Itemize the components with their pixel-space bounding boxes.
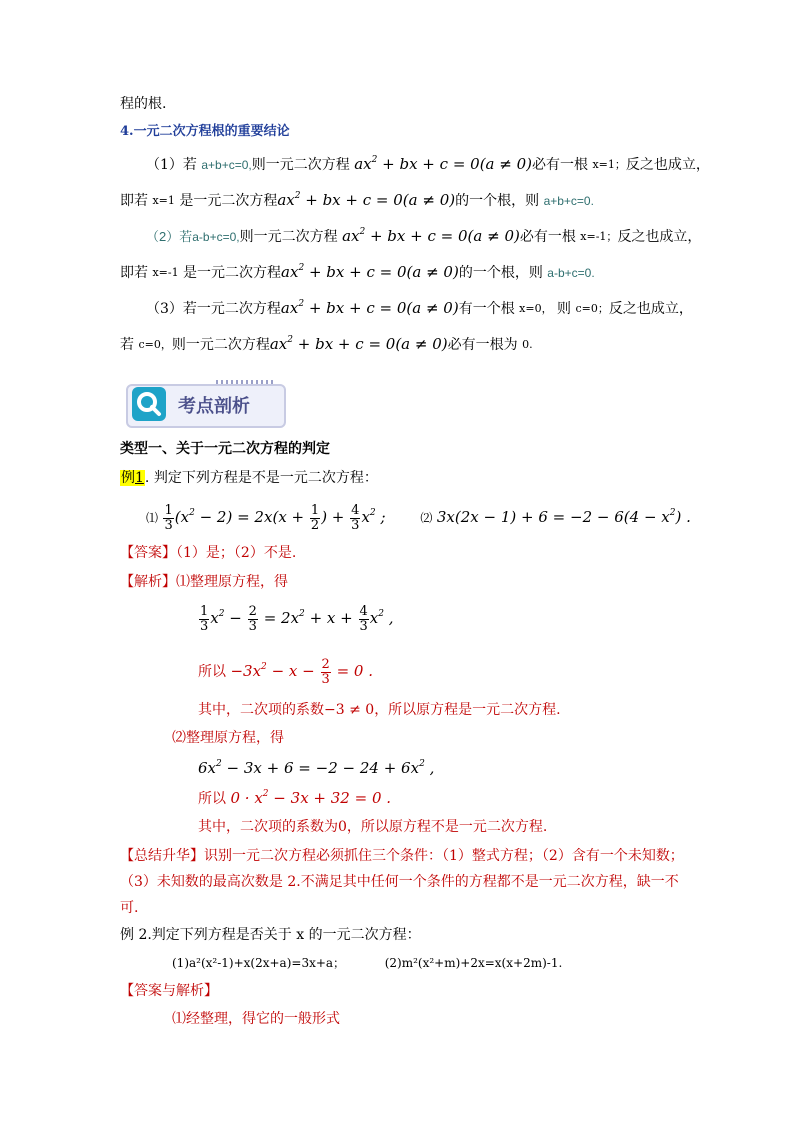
summary-tag: 【总结升华】 xyxy=(120,848,204,864)
text: 必有一根为 xyxy=(447,337,518,353)
value-text: 0. xyxy=(522,338,533,351)
root-text: x=-1； xyxy=(580,230,618,243)
example-2-problems xyxy=(172,953,562,973)
problem-2-equation: $3x(2x - 1) + 6 = -2 - 6(4 - x^2)$ . xyxy=(436,508,691,526)
text: 必有一根 xyxy=(532,157,588,173)
condition-text: a+b+c=0, xyxy=(201,158,252,172)
text: 若 xyxy=(120,337,134,353)
text: 必有一根 xyxy=(519,229,576,245)
problem-label: ⑴ xyxy=(146,511,159,525)
text: 例 xyxy=(121,470,135,486)
search-icon xyxy=(132,387,166,421)
paragraph-line xyxy=(120,94,166,114)
text: 即若 xyxy=(120,193,148,209)
text: 程的根. xyxy=(120,96,167,112)
answer-analysis-step: ⑴经整理，得它的一般形式 xyxy=(172,1011,340,1027)
text: 则一元二次方程 xyxy=(239,229,338,245)
equation: $ax^2$ + bx + c = 0(a ≠ 0) xyxy=(280,299,459,317)
root-text: x=-1 xyxy=(152,266,179,279)
type-heading: 类型一、关于一元二次方程的判定 xyxy=(120,441,330,457)
text: ，所以原方程是一元二次方程. xyxy=(374,702,561,718)
text: 1 xyxy=(135,470,144,486)
example-label xyxy=(120,470,145,486)
root-text: x=1； xyxy=(592,158,626,171)
text: 则一元二次方程 xyxy=(251,157,350,173)
text: 则 xyxy=(557,301,572,317)
answer-analysis-tag: 【答案与解析】 xyxy=(120,983,218,999)
answer-line xyxy=(120,543,296,563)
text: ，所以原方程不是一元二次方程. xyxy=(346,819,548,835)
text: 有一个根 xyxy=(458,301,515,317)
problem-1-equation: $\frac{1}{3}$ $(x^2 - 2) = 2x(x$ + $\frac{1}{2}$ ) + $\frac{4}{3}$ $x^2$ ; xyxy=(164,502,386,533)
root-text: x=0， xyxy=(519,302,553,315)
analysis-equation-1 xyxy=(198,603,394,634)
equation: $ax^2$ + bx + c = 0(a ≠ 0) xyxy=(342,227,520,245)
analysis-line xyxy=(120,572,288,592)
condition-text: c=0， xyxy=(138,338,172,351)
equation: $0 \cdot x^2 - 3x + 32 = 0$ . xyxy=(230,789,392,807)
section-heading: 4.一元二次方程根的重要结论 xyxy=(120,124,290,139)
text: 的一个根，则 xyxy=(455,193,540,209)
condition-text: c=0； xyxy=(575,302,609,315)
analysis-line-2: ⑵整理原方程，得 xyxy=(172,730,284,746)
analysis-so-line-1 xyxy=(198,656,373,687)
summary-line-3: 可. xyxy=(120,900,139,916)
example-1-problems xyxy=(146,503,691,533)
text: 所以 xyxy=(198,791,226,807)
text: 反之也成立， xyxy=(625,157,710,173)
conclusion-2-line-a xyxy=(146,226,701,247)
summary-line-2: （3）未知数的最高次数是 2.不满足其中任何一个条件的方程都不是一元二次方程，缺一不 xyxy=(120,874,679,890)
text: 识别一元二次方程必须抓住三个条件：（1）整式方程；（2）含有一个未知数； xyxy=(204,848,684,864)
text: （1）若 xyxy=(146,157,197,173)
analysis-text: ⑴整理原方程，得 xyxy=(176,574,288,590)
equation: $ax^2$ + bx + c = 0(a ≠ 0) xyxy=(269,335,448,353)
conclusion-3-line-a xyxy=(146,298,693,319)
text: （3）若一元二次方程 xyxy=(146,301,281,317)
equation: $ax^2$ + bx + c = 0(a ≠ 0) xyxy=(277,191,456,209)
banner-title: 考点剖析 xyxy=(178,396,250,417)
coefficient: 0 xyxy=(338,819,347,835)
equation: $-3x^2 - x$ − $\frac{2}{3}$ = 0 . xyxy=(230,656,373,687)
text: （2）若 xyxy=(146,229,193,244)
text: 是一元二次方程 xyxy=(183,265,282,281)
conclusion-2-line-b xyxy=(120,262,595,283)
conclusion-3-line-b xyxy=(120,334,533,355)
text: 是一元二次方程 xyxy=(179,193,278,209)
text: 所以 xyxy=(198,664,226,680)
conclusion-1-line-b xyxy=(120,190,594,211)
summary-line-1 xyxy=(120,846,684,866)
root-text: x=1 xyxy=(152,194,175,207)
section-banner xyxy=(120,378,288,428)
text: 反之也成立， xyxy=(617,229,702,245)
equation: $6x^2 - 3x + 6 = -2 - 24 + 6x^2$ , xyxy=(198,759,435,777)
text: 反之也成立， xyxy=(608,301,693,317)
equation: $ax^2$ + bx + c = 0(a ≠ 0) xyxy=(354,155,532,173)
example-1-title xyxy=(120,468,378,488)
condition-text: a-b+c=0, xyxy=(192,230,240,244)
search-icon-graphic xyxy=(132,387,166,421)
example-2-title: 例 2.判定下列方程是否关于 x 的一元二次方程： xyxy=(120,927,421,943)
problem-2: (2)m²(x²+m)+2x=x(x+2m)-1. xyxy=(384,956,563,970)
text: 的一个根，则 xyxy=(458,265,543,281)
analysis-equation-2 xyxy=(198,758,434,779)
analysis-among-line-1 xyxy=(198,700,561,720)
analysis-tag: 【解析】 xyxy=(120,574,176,590)
analysis-among-line-2 xyxy=(198,817,547,837)
equation: $\frac{1}{3}$ $x^2$ − $\frac{2}{3}$ = $2x^2 + x$ + $\frac{4}{3}$ $x^2$ , xyxy=(200,603,394,634)
problem-1: (1)a²(x²-1)+x(2x+a)=3x+a； xyxy=(172,956,346,970)
equation: $ax^2$ + bx + c = 0(a ≠ 0) xyxy=(281,263,459,281)
problem-label: ⑵ xyxy=(420,511,433,525)
text: 其中，二次项的系数 xyxy=(198,702,324,718)
coefficient: −3 ≠ 0 xyxy=(324,702,375,718)
text: . 判定下列方程是不是一元二次方程： xyxy=(144,470,378,486)
text: 则一元二次方程 xyxy=(171,337,270,353)
conclusion-1-line-a xyxy=(146,154,710,175)
analysis-so-line-2 xyxy=(198,788,391,809)
condition-text: a+b+c=0. xyxy=(543,194,594,208)
banner-decoration xyxy=(216,380,276,384)
answer-tag: 【答案】 xyxy=(120,545,176,561)
text: 即若 xyxy=(120,265,148,281)
text: 其中，二次项的系数为 xyxy=(198,819,338,835)
answer-text: （1）是；（2）不是. xyxy=(176,545,297,561)
condition-text: a-b+c=0. xyxy=(547,266,595,280)
